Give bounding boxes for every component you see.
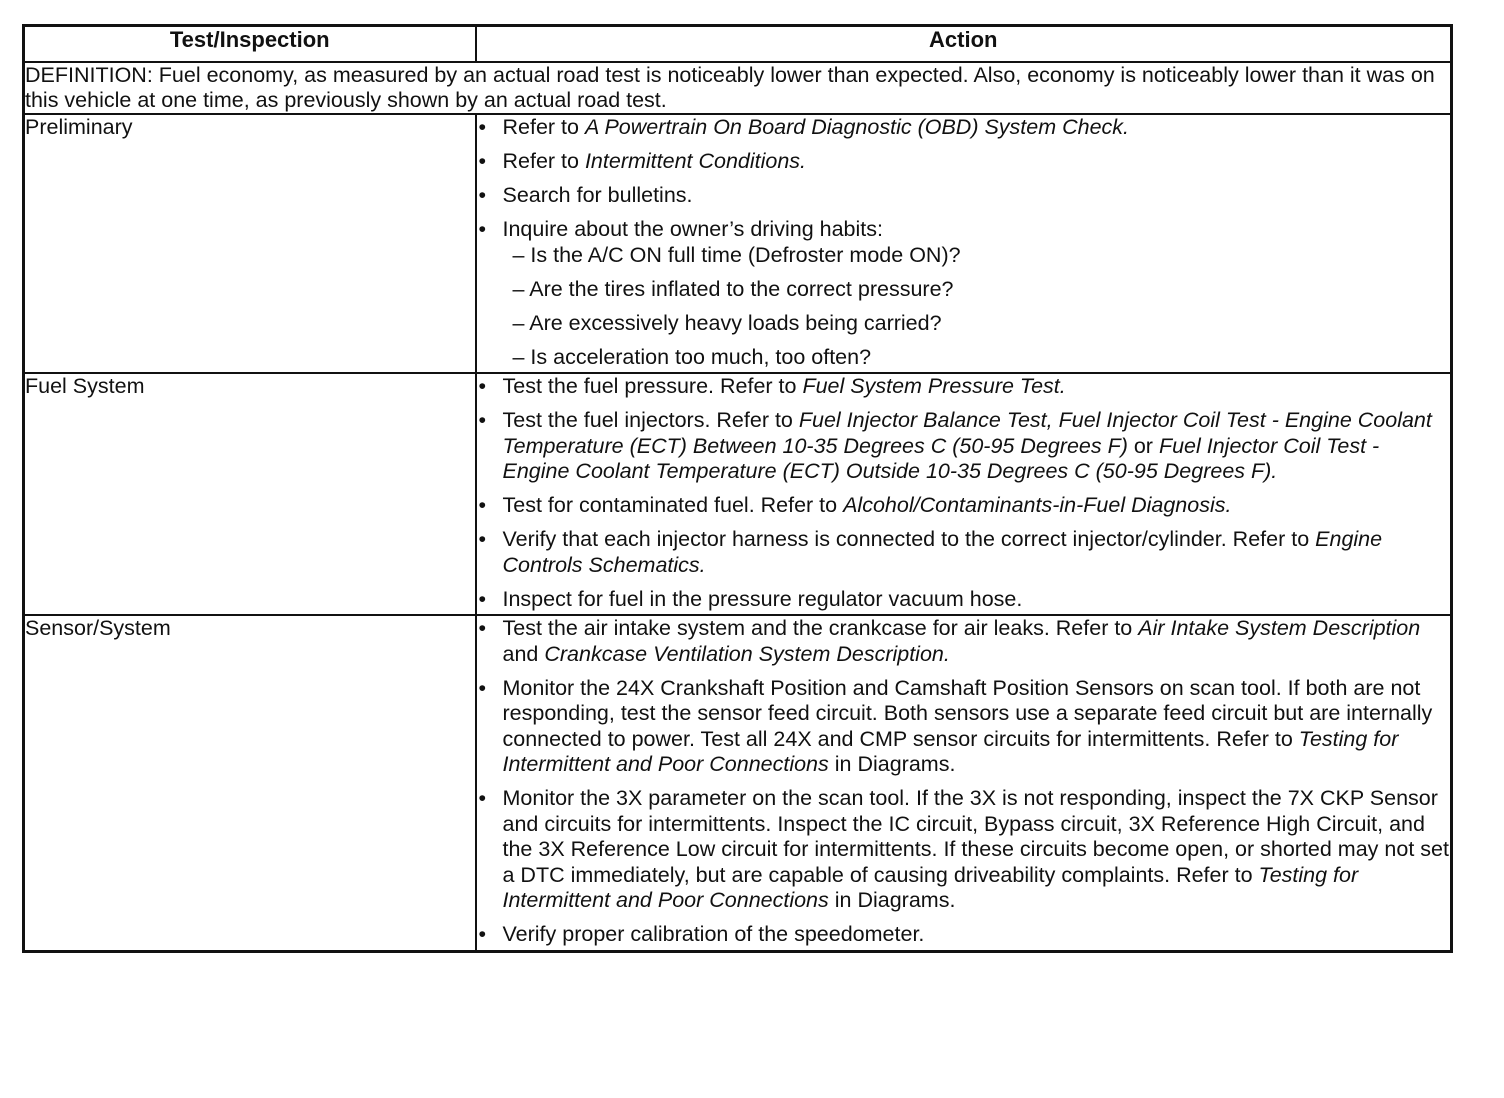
action-item [477, 616, 1451, 667]
action-item [477, 493, 1451, 519]
bullet-icon: • [478, 115, 487, 139]
reference-link: Testing for Intermittent and Poor Connections [502, 726, 1399, 776]
bullet-icon: • [478, 616, 487, 640]
action-text: Test the fuel pressure. Refer to [502, 374, 803, 398]
reference-link: A Powertrain On Board Diagnostic (OBD) System Check. [584, 115, 1130, 139]
reference-link: Fuel Injector Coil Test - Engine Coolant Temperature (ECT) Outside 10-35 Degrees C (50-95 Degrees F). [502, 433, 1380, 483]
action-list [477, 374, 1451, 612]
bullet-icon: • [478, 149, 487, 173]
header-row [24, 26, 1452, 63]
action-item [477, 922, 1451, 948]
reference-link: Air Intake System Description [1138, 616, 1421, 640]
sub-question: – Is the A/C ON full time (Defroster mode ON)? [512, 242, 961, 267]
bullet-icon: • [478, 493, 487, 517]
action-text: Refer to [502, 115, 585, 139]
action-text: Monitor the 3X parameter on the scan tool. If the 3X is not responding, inspect the 7X CKP Sensor and circuits for intermittents. Inspect the IC circuit, Bypass circuit, 3X Reference High Circuit, and the 3X Reference Low circuit for intermittents. If these circuits become open, or shorted may not set a DTC immediately, but are capable of causing driveability complaints. Refer to [502, 786, 1449, 887]
action-text: in Diagrams. [828, 752, 956, 776]
action-text: Monitor the 24X Crankshaft Position and Camshaft Position Sensors on scan tool. If both are not responding, test the sensor feed circuit. Both sensors use a separate feed circuit but are internally connected to power. Test all 24X and CMP sensor circuits for intermittents. Refer to [502, 675, 1433, 751]
definition-text: DEFINITION: Fuel economy, as measured by an actual road test is noticeably lower than expected. Also, economy is noticeably lower than it was on this vehicle at one time, as previously shown by an actual road test. [24, 62, 1452, 114]
section-actions-fuel-system [476, 373, 1452, 615]
action-item [477, 374, 1451, 400]
action-item [477, 149, 1451, 175]
reference-link: Crankcase Ventilation System Description. [544, 641, 950, 666]
action-text: Test the fuel injectors. Refer to [502, 408, 799, 432]
action-text: Search for bulletins. [502, 183, 693, 207]
diagnostic-table [22, 24, 1453, 953]
sub-question: – Is acceleration too much, too often? [512, 344, 872, 369]
bullet-icon: • [478, 922, 487, 946]
action-list [477, 616, 1451, 948]
action-item [477, 408, 1451, 485]
reference-link: Alcohol/Contaminants-in-Fuel Diagnosis. [843, 493, 1232, 517]
bullet-icon: • [478, 527, 487, 551]
action-text: Inspect for fuel in the pressure regulator vacuum hose. [502, 586, 1023, 611]
action-text: in Diagrams. [828, 888, 956, 912]
section-row-sensor-system [24, 615, 1452, 951]
action-text: Verify proper calibration of the speedometer. [502, 922, 925, 946]
action-text: or [1127, 433, 1159, 458]
bullet-icon: • [478, 374, 487, 398]
sub-question-list [503, 243, 1451, 371]
section-actions-sensor-system [476, 615, 1452, 951]
bullet-icon: • [478, 408, 487, 432]
action-item [477, 217, 1451, 370]
action-text: Test for contaminated fuel. Refer to [502, 493, 844, 517]
action-text: Inquire about the owner’s driving habits: [502, 217, 883, 241]
action-item [477, 786, 1451, 914]
bullet-icon: • [478, 675, 487, 700]
action-text: Test the air intake system and the crankcase for air leaks. Refer to [502, 616, 1139, 640]
section-row-preliminary [24, 114, 1452, 373]
reference-link: Fuel Injector Balance Test, Fuel Injector Coil Test - Engine Coolant Temperature (ECT) Between 10-35 Degrees C (50-95 Degrees F) [502, 408, 1432, 458]
action-item [477, 527, 1451, 578]
header-test-inspection: Test/Inspection [24, 26, 476, 63]
definition-row [24, 62, 1452, 114]
reference-link: Engine Controls Schematics. [502, 527, 1383, 577]
action-item [477, 115, 1451, 141]
section-row-fuel-system [24, 373, 1452, 615]
bullet-icon: • [478, 786, 487, 810]
section-name-preliminary: Preliminary [24, 114, 476, 373]
reference-link: Intermittent Conditions. [584, 149, 807, 173]
action-list [477, 115, 1451, 370]
reference-link: Testing for Intermittent and Poor Connections [502, 862, 1359, 912]
bullet-icon: • [478, 586, 487, 611]
bullet-icon: • [478, 183, 487, 207]
action-item [477, 587, 1451, 613]
action-text: and [502, 641, 545, 666]
section-actions-preliminary [476, 114, 1452, 373]
action-text: Refer to [502, 149, 585, 173]
action-text: Verify that each injector harness is connected to the correct injector/cylinder. Refer to [502, 527, 1316, 551]
sub-question: – Are the tires inflated to the correct pressure? [512, 276, 954, 301]
bullet-icon: • [478, 217, 487, 241]
section-name-fuel-system: Fuel System [24, 373, 476, 615]
sub-question: – Are excessively heavy loads being carried? [512, 310, 942, 335]
reference-link: Fuel System Pressure Test. [802, 374, 1066, 398]
action-item [477, 676, 1451, 778]
action-item [477, 183, 1451, 209]
header-action: Action [476, 26, 1452, 63]
section-name-sensor-system: Sensor/System [24, 615, 476, 951]
